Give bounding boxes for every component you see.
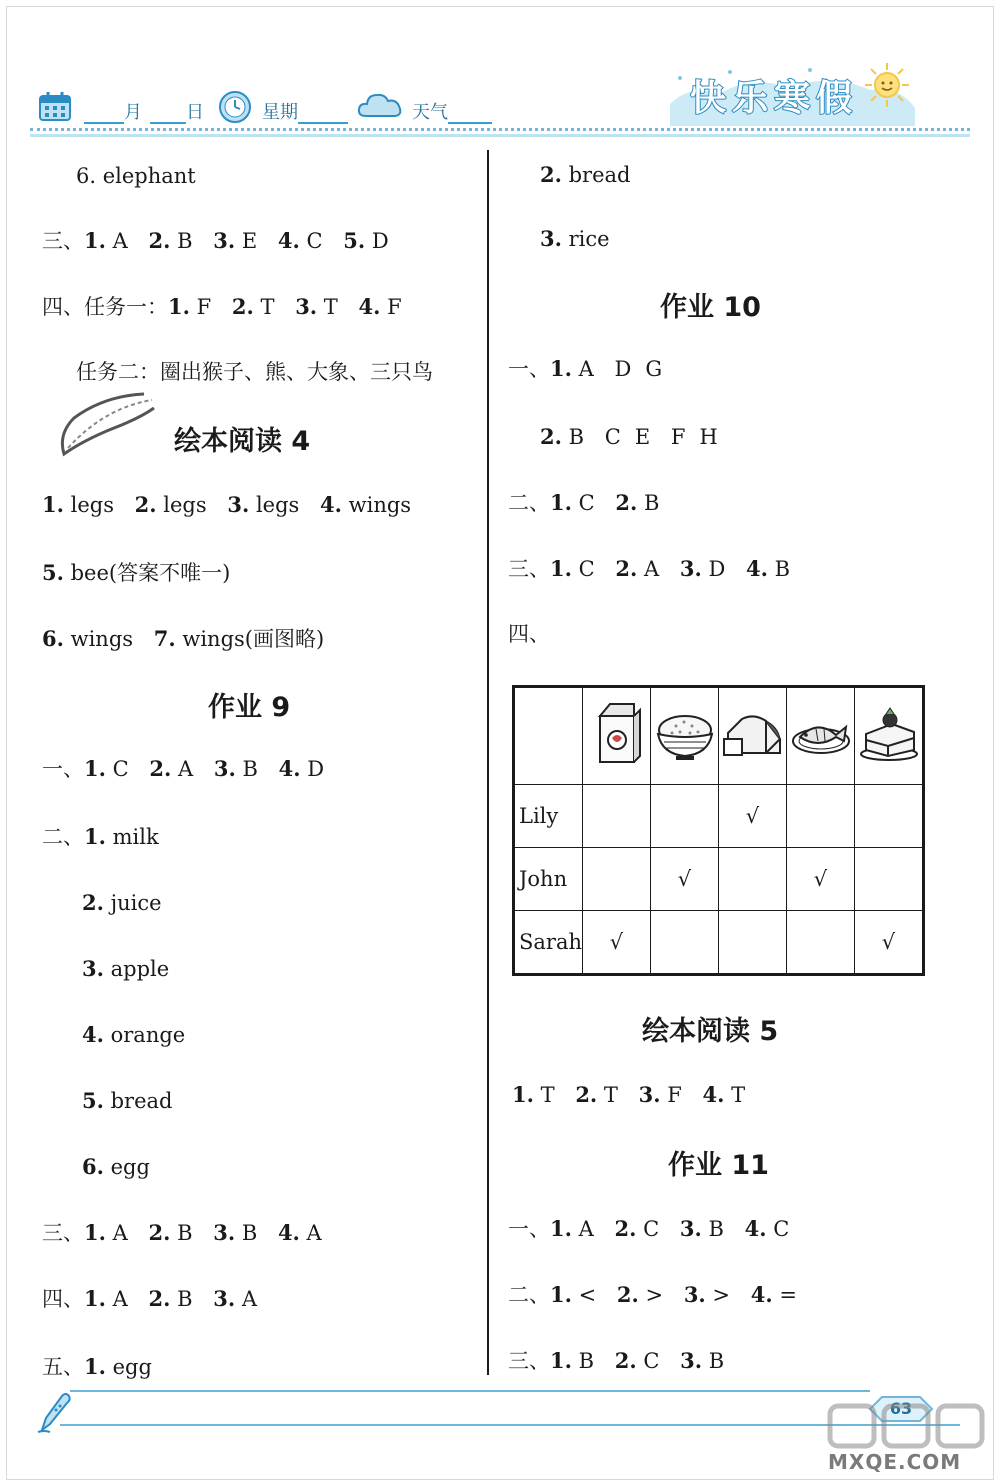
answer-line: 五、1. egg <box>42 1354 152 1379</box>
table-header-row <box>514 687 924 785</box>
milk-carton-icon <box>592 702 642 766</box>
answer-line: 5. bee(答案不唯一) <box>42 560 231 585</box>
check-cell <box>651 785 719 848</box>
answer-line: 三、1. A 2. B 3. E 4. C 5. D <box>42 228 389 253</box>
check-cell: √ <box>787 848 855 911</box>
table-header-cell <box>719 687 787 785</box>
check-cell <box>855 785 924 848</box>
pencil-mascot-icon <box>34 1390 72 1434</box>
answer-line: 四、任务一：1. F 2. T 3. T 4. F <box>42 294 402 319</box>
column-divider <box>487 150 489 1375</box>
answer-line: 一、1. A 2. C 3. B 4. C <box>508 1216 790 1241</box>
check-cell: √ <box>855 911 924 975</box>
clock-icon <box>218 90 252 124</box>
header-dotted-rule <box>30 128 970 131</box>
answer-line: 6. egg <box>82 1154 150 1179</box>
check-cell <box>719 848 787 911</box>
answer-line: 一、1. A D G <box>508 356 663 381</box>
rice-bowl-icon <box>654 706 716 762</box>
answer-line: 6. wings 7. wings(画图略) <box>42 626 325 651</box>
cake-icon <box>858 706 920 762</box>
page-number: 63 <box>889 1399 913 1418</box>
section-heading: 绘本阅读 4 <box>174 426 311 457</box>
answer-line: 任务二：圈出猴子、熊、大象、三只鸟 <box>76 360 433 384</box>
check-cell <box>583 848 651 911</box>
answer-line: 四、1. A 2. B 3. A <box>42 1286 257 1311</box>
section-heading: 作业 10 <box>660 292 761 323</box>
answer-line: 3. rice <box>540 226 610 251</box>
answer-line: 5. bread <box>82 1088 173 1113</box>
page-header <box>0 0 1000 140</box>
answer-line: 2. B C E F H <box>540 424 718 449</box>
row-name-cell: Sarah <box>514 911 583 975</box>
answer-line: 三、1. C 2. A 3. D 4. B <box>508 556 791 581</box>
watermark-text: MXQE.COM <box>828 1450 962 1474</box>
table-row <box>514 911 924 975</box>
row-name-cell: John <box>514 848 583 911</box>
check-cell: √ <box>651 848 719 911</box>
section-heading: 作业 9 <box>208 692 291 723</box>
answer-line: 二、1. < 2. > 3. > 4. = <box>508 1282 797 1307</box>
answer-line: 1. T 2. T 3. F 4. T <box>512 1082 746 1107</box>
answer-line: 6. elephant <box>76 164 196 188</box>
pen-scribble-mark <box>44 378 164 468</box>
weekday-field: 星期 <box>262 98 348 124</box>
month-field: 月 <box>84 98 142 124</box>
footer-rule <box>70 1390 870 1392</box>
table-header-cell <box>787 687 855 785</box>
answer-line: 二、1. C 2. B <box>508 490 660 515</box>
answer-line: 三、1. B 2. C 3. B <box>508 1348 725 1373</box>
answer-line: 1. legs 2. legs 3. legs 4. wings <box>42 492 412 517</box>
answer-line: 4. orange <box>82 1022 186 1047</box>
fish-plate-icon <box>790 711 852 757</box>
check-cell: √ <box>583 911 651 975</box>
row-name-cell: Lily <box>514 785 583 848</box>
answer-line: 2. juice <box>82 890 162 915</box>
food-preference-table <box>512 685 925 976</box>
table-header-cell <box>583 687 651 785</box>
table-row <box>514 785 924 848</box>
table-header-cell <box>855 687 924 785</box>
table-header-cell <box>651 687 719 785</box>
answer-line: 一、1. C 2. A 3. B 4. D <box>42 756 325 781</box>
header-rule <box>30 134 970 137</box>
answer-line: 2. bread <box>540 162 631 187</box>
day-field: 日 <box>150 98 204 124</box>
cloud-icon <box>356 86 404 122</box>
answer-line: 3. apple <box>82 956 170 981</box>
section-heading: 作业 11 <box>668 1150 769 1181</box>
table-row <box>514 848 924 911</box>
check-cell <box>787 785 855 848</box>
weather-field: 天气 <box>412 98 492 124</box>
check-cell <box>787 911 855 975</box>
check-cell <box>583 785 651 848</box>
calendar-icon <box>38 90 72 122</box>
bread-loaf-icon <box>722 709 784 759</box>
check-cell <box>651 911 719 975</box>
answer-line: 二、1. milk <box>42 824 159 849</box>
banner-title: 快乐寒假 <box>690 78 859 119</box>
check-cell <box>719 911 787 975</box>
sun-icon <box>864 62 910 108</box>
section-heading: 绘本阅读 5 <box>642 1016 779 1047</box>
check-cell: √ <box>719 785 787 848</box>
check-cell <box>855 848 924 911</box>
answer-line: 三、1. A 2. B 3. B 4. A <box>42 1220 322 1245</box>
table-corner-cell <box>514 687 583 785</box>
answer-line: 四、 <box>508 622 550 646</box>
